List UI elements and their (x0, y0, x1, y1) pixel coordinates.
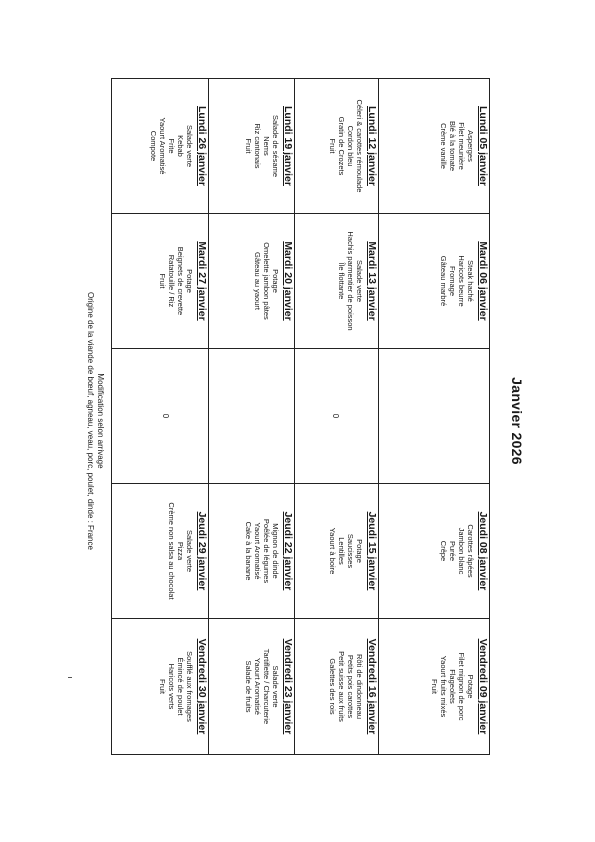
weekly-menu-table (111, 78, 490, 755)
dish-item: Rôti de dindonneau (355, 653, 364, 720)
day-cell (295, 79, 379, 214)
day-header: Mardi 27 janvier (196, 241, 208, 321)
dish-item: Crème vanille (439, 123, 448, 169)
dish-item: Petits pois carottes (346, 654, 355, 719)
dish-item: Pizza (176, 541, 185, 561)
day-header: Jeudi 22 janvier (282, 511, 294, 591)
day-header: Lundi 26 janvier (196, 106, 208, 186)
dish-item: Fromage (448, 265, 457, 296)
dish-item: Tartiflette / Charcuterie (262, 648, 271, 725)
dish-item: Potage (271, 269, 280, 293)
week-row (295, 79, 379, 755)
day-header: Jeudi 15 janvier (366, 511, 378, 591)
day-cell (379, 619, 490, 755)
dish-item: Hachis parmentier de poisson (346, 231, 355, 331)
day-header: Vendredi 16 janvier (366, 638, 378, 735)
footer-note-arrivage: Modification selon arrivage (96, 373, 105, 469)
dish-item: Filet mignon de porc (457, 652, 466, 721)
dish-item: Riz cantonais (253, 123, 262, 169)
week-row (112, 79, 209, 755)
dish-item: Flageolets (448, 669, 457, 704)
dish-item: Saucisses (346, 533, 355, 569)
day-cell (295, 484, 379, 619)
day-header: Jeudi 29 janvier (196, 511, 208, 591)
dish-item: Jambon blanc (457, 527, 466, 575)
day-header: Jeudi 08 janvier (477, 511, 489, 591)
day-cell (379, 79, 490, 214)
dish-item: Gratin de Crozets (337, 116, 346, 176)
footer-note-origine-viande: Origine de la viande de bœuf, agneau, veau, porc, poulet, dinde : France (86, 292, 95, 550)
dish-item: Émincé de poulet (176, 657, 185, 716)
dish-item: Yaourt Aromatisé (158, 117, 167, 175)
day-header: Mardi 06 janvier (477, 241, 489, 321)
dish-item: Yaourt Aromatisé (253, 658, 262, 715)
dish-item: Asperges (466, 130, 475, 162)
dish-item: Potage (355, 539, 364, 563)
dish-item: Île flottante (337, 262, 346, 300)
dish-item: Gâteau au yaourt (253, 252, 262, 310)
dish-item: Soufflé aux fromages (185, 651, 194, 722)
day-header: Vendredi 23 janvier (282, 638, 294, 735)
cell-marker: 0 (331, 413, 340, 419)
dish-item: Salade de fruits (244, 660, 253, 713)
dish-item: Omelette jambon pâtes (262, 242, 271, 320)
day-cell (112, 349, 209, 484)
dish-item: Galettes des rois (328, 658, 337, 715)
dish-item: Nems (262, 136, 271, 156)
day-header: Mardi 13 janvier (366, 241, 378, 321)
day-cell (209, 349, 295, 484)
dish-item: Cordon bleu (346, 125, 355, 167)
day-cell (209, 79, 295, 214)
day-header: Mardi 20 janvier (282, 241, 294, 321)
day-header: Lundi 05 janvier (477, 106, 489, 186)
dish-item: Lentilles (337, 537, 346, 565)
dish-item: Salade verte (185, 124, 194, 168)
day-cell (379, 484, 490, 619)
dish-item: Gâteau marbré (439, 255, 448, 307)
dish-item: Compote (149, 130, 158, 162)
day-cell (112, 214, 209, 349)
dish-item: Fruit (158, 273, 167, 289)
dish-item: Crêpe (439, 540, 448, 562)
dish-item: Blé à la tomate (448, 120, 457, 172)
day-cell (209, 619, 295, 755)
dish-item: Salade de sésame (271, 114, 280, 178)
day-header: Vendredi 30 janvier (196, 638, 208, 735)
dish-item: Haricots verts (167, 663, 176, 710)
day-cell (112, 79, 209, 214)
day-header: Lundi 12 janvier (366, 106, 378, 186)
day-header: Lundi 19 janvier (282, 106, 294, 186)
dish-item: Salade verte (185, 529, 194, 573)
dish-item: Fruit (244, 138, 253, 154)
dish-item: Fruit (430, 679, 439, 694)
dish-item: Salade verte (271, 665, 280, 708)
day-cell (295, 619, 379, 755)
dish-item: Céleri & carottes rémoulade (355, 99, 364, 193)
dish-item: Purée (448, 540, 457, 561)
dish-item: Poêlée de légumes (262, 518, 271, 584)
dish-item: Ratatouille / Riz (167, 254, 176, 308)
menu-table-body (112, 79, 490, 755)
stray-mark (68, 677, 72, 678)
dish-item: Yaourt à boire (328, 527, 337, 575)
day-cell (295, 349, 379, 484)
dish-item: Fruit (328, 138, 337, 154)
dish-item: Yaourt fruits mixés (439, 655, 448, 718)
day-cell (209, 484, 295, 619)
day-header: Vendredi 09 janvier (477, 638, 489, 735)
day-cell (379, 214, 490, 349)
dish-item: Mignon de dinde (271, 523, 280, 579)
dish-item: Kebab (176, 135, 185, 157)
cell-marker: 0 (161, 413, 170, 419)
page-title: Janvier 2026 (509, 377, 525, 465)
day-cell (112, 619, 209, 755)
dish-item: Beignets de crevette (176, 246, 185, 316)
day-cell (379, 349, 490, 484)
dish-item: Potage (466, 674, 475, 699)
dish-item: Carottes râpées (466, 524, 475, 578)
dish-item: Steak haché (466, 260, 475, 302)
dish-item: Fruit (158, 679, 167, 694)
dish-item: Salade verte (355, 259, 364, 303)
dish-item: Yaourt Aromatisé (253, 522, 262, 580)
dish-item: Crème non salsa au chocolat (167, 502, 176, 600)
dish-item: Filet meunière (457, 122, 466, 170)
day-cell (112, 484, 209, 619)
dish-item: Haricots beurre (457, 255, 466, 307)
dish-item: Frite (167, 138, 176, 154)
week-row (379, 79, 490, 755)
dish-item: Potage (185, 269, 194, 293)
day-cell (295, 214, 379, 349)
day-cell (209, 214, 295, 349)
week-row (209, 79, 295, 755)
dish-item: Petit suisse aux fruits (337, 651, 346, 722)
dish-item: Cake à la banane (244, 521, 253, 581)
